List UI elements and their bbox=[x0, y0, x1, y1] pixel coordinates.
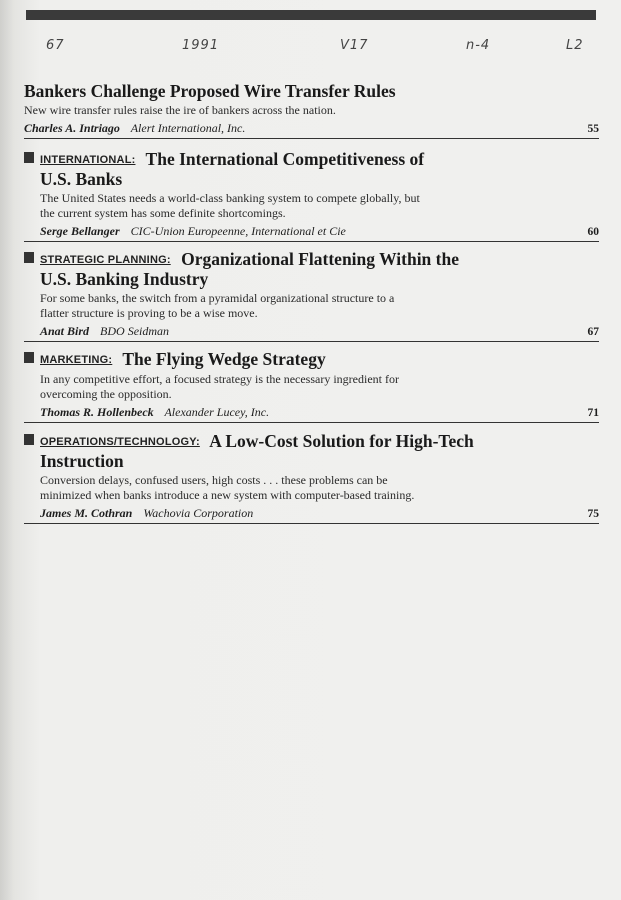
author-name: Anat Bird bbox=[40, 324, 90, 338]
section-label: INTERNATIONAL: bbox=[40, 154, 136, 166]
article-entry bbox=[24, 82, 599, 139]
author-affiliation: Wachovia Corporation bbox=[143, 506, 254, 520]
author-name: Thomas R. Hollenbeck bbox=[40, 405, 154, 419]
divider bbox=[24, 523, 599, 524]
divider bbox=[24, 241, 599, 242]
author-name: Serge Bellanger bbox=[40, 224, 120, 238]
bullet-square-icon bbox=[24, 434, 34, 445]
article-description: Conversion delays, confused users, high costs . . . these problems can be minimized when banks introduce a new system with computer-based training. bbox=[40, 473, 415, 502]
article-entry bbox=[24, 150, 599, 242]
article-byline bbox=[24, 506, 599, 521]
author-affiliation: BDO Seidman bbox=[100, 324, 170, 338]
article-byline bbox=[24, 405, 599, 420]
article-entry bbox=[24, 350, 599, 423]
article-title[interactable]: OPERATIONS/TECHNOLOGY: A Low-Cost Solution for High-Tech Instruction bbox=[40, 431, 474, 471]
author-affiliation: Alert International, Inc. bbox=[130, 121, 246, 135]
bullet-square-icon bbox=[24, 352, 34, 363]
article-byline bbox=[24, 121, 599, 136]
article-title[interactable]: MARKETING: The Flying Wedge Strategy bbox=[40, 349, 326, 369]
page-number[interactable]: 60 bbox=[587, 226, 599, 238]
article-title[interactable]: Bankers Challenge Proposed Wire Transfer Rules bbox=[24, 81, 396, 101]
page-number[interactable]: 55 bbox=[587, 123, 599, 135]
article-byline bbox=[24, 324, 599, 339]
handwritten-note: 67 bbox=[46, 38, 65, 53]
author-affiliation: CIC-Union Europeenne, International et Cie bbox=[130, 224, 346, 238]
section-label: MARKETING: bbox=[40, 354, 113, 366]
article-title[interactable]: INTERNATIONAL: The International Competitiveness of U.S. Banks bbox=[40, 149, 425, 189]
article-title[interactable]: STRATEGIC PLANNING: Organizational Flattening Within the U.S. Banking Industry bbox=[40, 249, 459, 289]
article-entry bbox=[24, 432, 599, 524]
bullet-square-icon bbox=[24, 252, 34, 263]
author-affiliation: Alexander Lucey, Inc. bbox=[164, 405, 270, 419]
divider bbox=[24, 138, 599, 139]
header-bar bbox=[26, 10, 596, 20]
bullet-square-icon bbox=[24, 152, 34, 163]
author-name: Charles A. Intriago bbox=[24, 121, 120, 135]
article-byline bbox=[24, 224, 599, 239]
handwritten-note: 1991 bbox=[182, 38, 220, 53]
handwritten-note: L2 bbox=[566, 38, 584, 53]
handwritten-note: V17 bbox=[340, 38, 369, 53]
handwritten-note: n-4 bbox=[466, 38, 491, 53]
section-label: STRATEGIC PLANNING: bbox=[40, 254, 171, 266]
author-name: James M. Cothran bbox=[40, 506, 133, 520]
article-entry bbox=[24, 250, 599, 342]
page-number[interactable]: 67 bbox=[587, 326, 599, 338]
divider bbox=[24, 422, 599, 423]
page-number[interactable]: 71 bbox=[587, 407, 599, 419]
section-label: OPERATIONS/TECHNOLOGY: bbox=[40, 436, 200, 448]
article-description: The United States needs a world-class banking system to compete globally, but the current system has some definite shortcomings. bbox=[40, 191, 420, 220]
page-number[interactable]: 75 bbox=[587, 508, 599, 520]
article-description: In any competitive effort, a focused strategy is the necessary ingredient for overcoming the opposition. bbox=[40, 372, 399, 401]
divider bbox=[24, 341, 599, 342]
article-description: New wire transfer rules raise the ire of bankers across the nation. bbox=[24, 103, 336, 117]
article-description: For some banks, the switch from a pyramidal organizational structure to a flatter structure is proving to be a wise move. bbox=[40, 291, 395, 320]
